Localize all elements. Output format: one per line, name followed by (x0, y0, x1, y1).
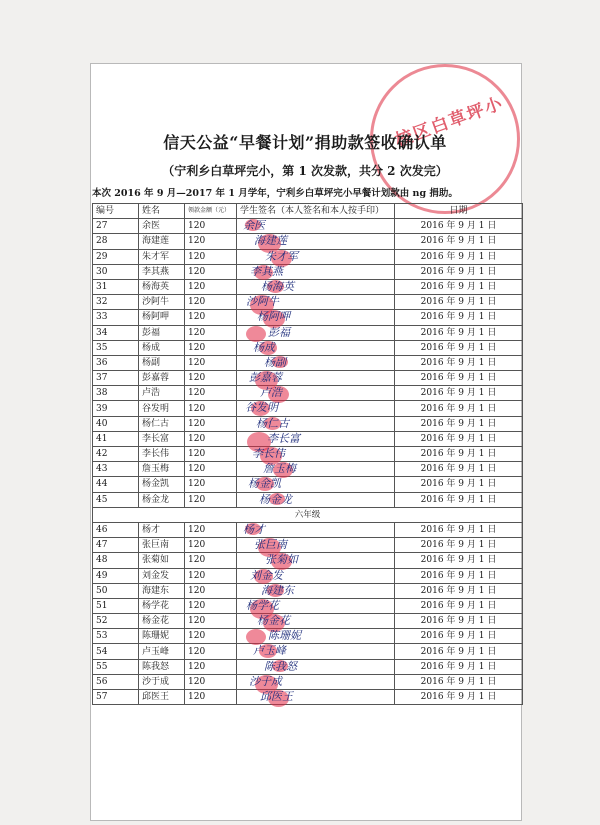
receipt-date: 2016 年 9 月 1 日 (395, 538, 523, 553)
handwritten-signature: 彭福 (268, 325, 290, 339)
amount-value: 120 (185, 492, 237, 507)
student-name: 张菊如 (139, 553, 185, 568)
row-number: 32 (93, 295, 139, 310)
table-row (93, 614, 523, 629)
signature-cell (237, 568, 395, 583)
amount-value: 120 (185, 477, 237, 492)
amount-value: 120 (185, 447, 237, 462)
amount-value: 120 (185, 598, 237, 613)
thumbprint-mark (246, 629, 266, 645)
receipt-date: 2016 年 9 月 1 日 (395, 325, 523, 340)
receipt-date: 2016 年 9 月 1 日 (395, 279, 523, 294)
row-number: 33 (93, 310, 139, 325)
amount-value: 120 (185, 219, 237, 234)
student-name: 谷发明 (139, 401, 185, 416)
handwritten-signature: 詹玉梅 (263, 462, 296, 476)
amount-value: 120 (185, 234, 237, 249)
signature-cell (237, 477, 395, 492)
amount-value: 120 (185, 674, 237, 689)
student-name: 李长富 (139, 431, 185, 446)
table-row (93, 568, 523, 583)
amount-value: 120 (185, 522, 237, 537)
student-name: 刘金发 (139, 568, 185, 583)
row-number: 54 (93, 644, 139, 659)
signature-cell (237, 538, 395, 553)
table-row (93, 583, 523, 598)
receipt-date: 2016 年 9 月 1 日 (395, 310, 523, 325)
receipt-date: 2016 年 9 月 1 日 (395, 234, 523, 249)
amount-value: 120 (185, 310, 237, 325)
row-number: 31 (93, 279, 139, 294)
row-number: 56 (93, 674, 139, 689)
signature-cell (237, 447, 395, 462)
header-date: 日期 (395, 204, 523, 219)
amount-value: 120 (185, 568, 237, 583)
handwritten-signature: 杨金凯 (248, 477, 281, 491)
table-row (93, 310, 523, 325)
amount-value: 120 (185, 538, 237, 553)
handwritten-signature: 杨海英 (261, 279, 294, 293)
student-name: 彭嘉蓉 (139, 371, 185, 386)
table-body-grade-6 (93, 522, 523, 704)
table-row (93, 371, 523, 386)
table-row (93, 431, 523, 446)
student-name: 杨才 (139, 522, 185, 537)
student-name: 陈珊妮 (139, 629, 185, 644)
signature-cell (237, 690, 395, 705)
table-row (93, 644, 523, 659)
row-number: 48 (93, 553, 139, 568)
row-number: 50 (93, 583, 139, 598)
student-name: 朱才军 (139, 249, 185, 264)
section-row (93, 507, 523, 522)
amount-value: 120 (185, 416, 237, 431)
row-number: 34 (93, 325, 139, 340)
row-number: 52 (93, 614, 139, 629)
student-name: 李其燕 (139, 264, 185, 279)
receipt-date: 2016 年 9 月 1 日 (395, 431, 523, 446)
document-title: 信天公益“早餐计划”捐助款签收确认单 (163, 133, 447, 152)
receipt-date: 2016 年 9 月 1 日 (395, 401, 523, 416)
handwritten-signature: 刘金发 (250, 568, 283, 582)
table-row (93, 674, 523, 689)
row-number: 49 (93, 568, 139, 583)
signature-cell (237, 340, 395, 355)
row-number: 44 (93, 477, 139, 492)
table-row (93, 264, 523, 279)
receipt-date: 2016 年 9 月 1 日 (395, 355, 523, 370)
table-row (93, 279, 523, 294)
table-row (93, 219, 523, 234)
table-row (93, 234, 523, 249)
amount-value: 120 (185, 553, 237, 568)
row-number: 27 (93, 219, 139, 234)
student-name: 卢浩 (139, 386, 185, 401)
table-row (93, 477, 523, 492)
signature-cell (237, 219, 395, 234)
receipt-date: 2016 年 9 月 1 日 (395, 659, 523, 674)
student-name: 李长伟 (139, 447, 185, 462)
row-number: 42 (93, 447, 139, 462)
student-name: 杨学花 (139, 598, 185, 613)
student-name: 杨仁古 (139, 416, 185, 431)
row-number: 41 (93, 431, 139, 446)
handwritten-signature: 陈珊妮 (268, 629, 301, 643)
amount-value: 120 (185, 659, 237, 674)
table-row (93, 690, 523, 705)
handwritten-signature: 李长富 (267, 431, 300, 445)
handwritten-signature: 杨金花 (257, 614, 290, 628)
official-seal-text: 校区白草坪小 (392, 93, 507, 152)
signature-cell (237, 462, 395, 477)
student-name: 海建东 (139, 583, 185, 598)
amount-value: 120 (185, 629, 237, 644)
table-row (93, 340, 523, 355)
amount-value: 120 (185, 340, 237, 355)
row-number: 30 (93, 264, 139, 279)
handwritten-signature: 卢玉峰 (253, 644, 286, 658)
amount-value: 120 (185, 325, 237, 340)
receipt-date: 2016 年 9 月 1 日 (395, 553, 523, 568)
table-row (93, 401, 523, 416)
document-note: 本次 2016 年 9 月—2017 年 1 月学年，宁利乡白草坪完小早餐计划款由 ng 捐助。 (92, 188, 458, 199)
handwritten-signature: 卢浩 (260, 386, 282, 400)
row-number: 37 (93, 371, 139, 386)
signature-cell (237, 598, 395, 613)
handwritten-signature: 杨仁古 (256, 416, 289, 430)
document-subtitle: （宁利乡白草坪完小，第 1 次发款，共分 2 次发完） (162, 164, 448, 178)
handwritten-signature: 海建莲 (254, 234, 287, 248)
signature-cell (237, 431, 395, 446)
signature-cell (237, 401, 395, 416)
row-number: 35 (93, 340, 139, 355)
handwritten-signature: 杨阿呷 (257, 310, 290, 324)
table-row (93, 462, 523, 477)
amount-value: 120 (185, 264, 237, 279)
receipt-date: 2016 年 9 月 1 日 (395, 568, 523, 583)
student-name: 杨海英 (139, 279, 185, 294)
receipt-date: 2016 年 9 月 1 日 (395, 340, 523, 355)
signature-cell (237, 629, 395, 644)
row-number: 38 (93, 386, 139, 401)
amount-value: 120 (185, 462, 237, 477)
row-number: 53 (93, 629, 139, 644)
amount-value: 120 (185, 386, 237, 401)
student-name: 陈我怒 (139, 659, 185, 674)
handwritten-signature: 张菊如 (265, 553, 298, 567)
row-number: 39 (93, 401, 139, 416)
amount-value: 120 (185, 279, 237, 294)
student-name: 杨成 (139, 340, 185, 355)
student-name: 杨金花 (139, 614, 185, 629)
receipt-date: 2016 年 9 月 1 日 (395, 477, 523, 492)
signature-cell (237, 249, 395, 264)
student-name: 邱医王 (139, 690, 185, 705)
receipt-date: 2016 年 9 月 1 日 (395, 690, 523, 705)
amount-value: 120 (185, 690, 237, 705)
signature-cell (237, 659, 395, 674)
table-row (93, 598, 523, 613)
signature-cell (237, 674, 395, 689)
student-name: 海建莲 (139, 234, 185, 249)
handwritten-signature: 李长伟 (252, 447, 285, 460)
signature-cell (237, 234, 395, 249)
handwritten-signature: 余医 (243, 219, 265, 233)
table-row (93, 416, 523, 431)
receipt-date: 2016 年 9 月 1 日 (395, 462, 523, 477)
receipt-date: 2016 年 9 月 1 日 (395, 492, 523, 507)
row-number: 40 (93, 416, 139, 431)
row-number: 51 (93, 598, 139, 613)
handwritten-signature: 杨金龙 (259, 492, 292, 506)
row-number: 36 (93, 355, 139, 370)
receipt-date: 2016 年 9 月 1 日 (395, 674, 523, 689)
table-row (93, 629, 523, 644)
student-name: 杨金龙 (139, 492, 185, 507)
table-row (93, 295, 523, 310)
signature-cell (237, 644, 395, 659)
row-number: 47 (93, 538, 139, 553)
handwritten-signature: 谷发明 (245, 401, 278, 415)
amount-value: 120 (185, 355, 237, 370)
receipt-date: 2016 年 9 月 1 日 (395, 386, 523, 401)
table-row (93, 659, 523, 674)
table-header-row (93, 204, 523, 219)
student-name: 詹玉梅 (139, 462, 185, 477)
section-label: 六年级 (93, 507, 523, 522)
row-number: 46 (93, 522, 139, 537)
signature-cell (237, 355, 395, 370)
header-amount: 领款金额（元） (185, 204, 237, 219)
table-row (93, 249, 523, 264)
row-number: 29 (93, 249, 139, 264)
signature-cell (237, 325, 395, 340)
amount-value: 120 (185, 371, 237, 386)
table-row (93, 538, 523, 553)
table-row (93, 447, 523, 462)
handwritten-signature: 沙阿牛 (246, 295, 279, 309)
row-number: 45 (93, 492, 139, 507)
receipt-date: 2016 年 9 月 1 日 (395, 249, 523, 264)
student-name: 沙阿牛 (139, 295, 185, 310)
signature-cell (237, 492, 395, 507)
student-name: 彭福 (139, 325, 185, 340)
handwritten-signature: 彭嘉蓉 (249, 371, 282, 385)
student-name: 杨副 (139, 355, 185, 370)
amount-value: 120 (185, 644, 237, 659)
student-name: 余医 (139, 219, 185, 234)
receipt-date: 2016 年 9 月 1 日 (395, 629, 523, 644)
table-row (93, 386, 523, 401)
handwritten-signature: 海建东 (261, 583, 294, 597)
signature-cell (237, 371, 395, 386)
signature-cell (237, 264, 395, 279)
row-number: 57 (93, 690, 139, 705)
amount-value: 120 (185, 614, 237, 629)
amount-value: 120 (185, 431, 237, 446)
signature-cell (237, 295, 395, 310)
header-name: 姓名 (139, 204, 185, 219)
handwritten-signature: 陈我怒 (264, 659, 297, 673)
handwritten-signature: 杨学花 (246, 598, 279, 612)
signature-cell (237, 386, 395, 401)
handwritten-signature: 杨成 (253, 340, 275, 354)
table-row (93, 325, 523, 340)
receipt-date: 2016 年 9 月 1 日 (395, 522, 523, 537)
handwritten-signature: 沙于成 (249, 674, 282, 688)
student-name: 杨阿呷 (139, 310, 185, 325)
receipt-date: 2016 年 9 月 1 日 (395, 644, 523, 659)
receipt-table (92, 203, 523, 705)
thumbprint-mark (246, 326, 266, 342)
handwritten-signature: 朱才军 (265, 249, 298, 263)
signature-cell (237, 522, 395, 537)
row-number: 43 (93, 462, 139, 477)
receipt-date: 2016 年 9 月 1 日 (395, 583, 523, 598)
amount-value: 120 (185, 401, 237, 416)
amount-value: 120 (185, 249, 237, 264)
section-row-group (93, 507, 523, 522)
student-name: 卢玉峰 (139, 644, 185, 659)
signature-cell (237, 553, 395, 568)
table-row (93, 492, 523, 507)
receipt-date: 2016 年 9 月 1 日 (395, 598, 523, 613)
row-number: 55 (93, 659, 139, 674)
table-row (93, 522, 523, 537)
signature-cell (237, 583, 395, 598)
signature-cell (237, 310, 395, 325)
handwritten-signature: 邱医王 (260, 690, 293, 703)
receipt-date: 2016 年 9 月 1 日 (395, 371, 523, 386)
amount-value: 120 (185, 583, 237, 598)
header-number: 编号 (93, 204, 139, 219)
student-name: 沙于成 (139, 674, 185, 689)
handwritten-signature: 杨才 (243, 522, 265, 536)
receipt-date: 2016 年 9 月 1 日 (395, 416, 523, 431)
table-row (93, 553, 523, 568)
receipt-date: 2016 年 9 月 1 日 (395, 219, 523, 234)
signature-cell (237, 614, 395, 629)
receipt-date: 2016 年 9 月 1 日 (395, 295, 523, 310)
receipt-date: 2016 年 9 月 1 日 (395, 264, 523, 279)
receipt-date: 2016 年 9 月 1 日 (395, 447, 523, 462)
amount-value: 120 (185, 295, 237, 310)
signature-cell (237, 416, 395, 431)
student-name: 张巨南 (139, 538, 185, 553)
header-signature: 学生签名（本人签名和本人按手印） (237, 204, 395, 219)
handwritten-signature: 杨副 (264, 355, 286, 369)
handwritten-signature: 李其燕 (250, 264, 283, 278)
row-number: 28 (93, 234, 139, 249)
table-body-grade-5 (93, 219, 523, 508)
signature-cell (237, 279, 395, 294)
handwritten-signature: 张巨南 (254, 538, 287, 552)
table-row (93, 355, 523, 370)
student-name: 杨金凯 (139, 477, 185, 492)
receipt-date: 2016 年 9 月 1 日 (395, 614, 523, 629)
